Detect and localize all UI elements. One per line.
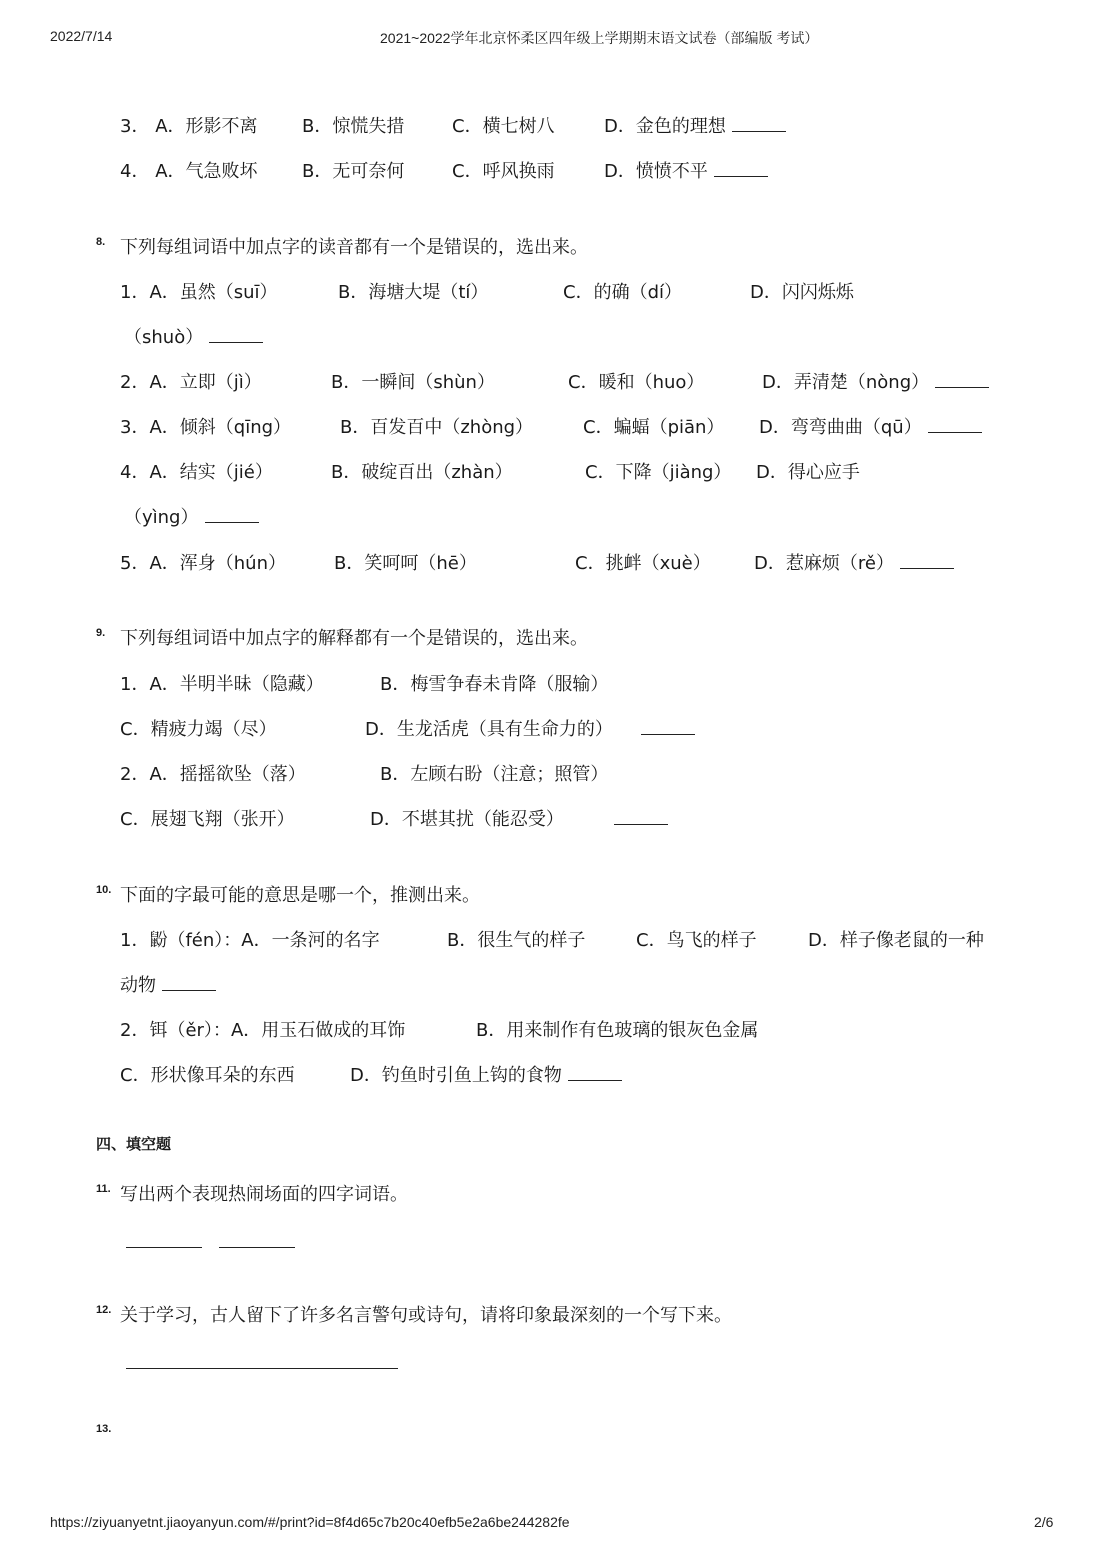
option-d: D．弯弯曲曲（qū） xyxy=(759,416,982,440)
question-stem: 下列每组词语中加点字的读音都有一个是错误的，选出来。 xyxy=(120,237,588,258)
answer-blank[interactable] xyxy=(900,554,954,569)
question-number: 12. xyxy=(96,1304,112,1316)
option-d: D．钓鱼时引鱼上钩的食物 xyxy=(350,1064,622,1088)
option-a: A．结实（jié） xyxy=(149,462,273,483)
q8-item-2: 2．A．立即（jì） xyxy=(120,372,262,393)
option-d-continued: 动物 xyxy=(120,974,216,998)
option-c: C．挑衅（xuè） xyxy=(575,553,711,574)
option-d: D．闪闪烁烁 xyxy=(750,282,854,303)
q7-item-3: 3． A．形影不离 xyxy=(120,116,258,137)
question-number: 8. xyxy=(96,236,106,248)
option-b: B．笑呵呵（hē） xyxy=(334,553,477,574)
option-d: D．不堪其扰（能忍受） xyxy=(370,808,668,832)
answer-blank[interactable] xyxy=(928,418,982,433)
answer-blank[interactable] xyxy=(219,1247,295,1248)
option-b: B．用来制作有色玻璃的银灰色金属 xyxy=(476,1020,759,1041)
option-a: A．虽然（suī） xyxy=(149,282,278,303)
option-b: B．惊慌失措 xyxy=(302,116,405,137)
option-d: D．生龙活虎（具有生命力的） xyxy=(365,718,695,742)
option-c: C．鸟飞的样子 xyxy=(636,930,757,951)
option-c: C．横七树八 xyxy=(452,116,555,137)
answer-blank[interactable] xyxy=(209,328,263,343)
option-c: C．精疲力竭（尽） xyxy=(120,719,277,740)
q7-item-4: 4． A．气急败坏 xyxy=(120,161,258,182)
answer-blank[interactable] xyxy=(641,720,695,735)
page-number: 2/6 xyxy=(1034,1514,1054,1530)
question-stem: 下面的字最可能的意思是哪一个，推测出来。 xyxy=(120,885,480,906)
print-date: 2022/7/14 xyxy=(50,28,113,44)
option-a: A．立即（jì） xyxy=(149,372,262,393)
option-b: B．百发百中（zhòng） xyxy=(340,417,534,438)
option-c: C．暖和（huo） xyxy=(568,372,705,393)
option-d: D．金色的理想 xyxy=(604,115,786,139)
question-number: 11. xyxy=(96,1183,111,1195)
q10-item-2: 2．铒（ěr）：A．用玉石做成的耳饰 xyxy=(120,1020,406,1041)
option-c: C．呼风换雨 xyxy=(452,161,555,182)
option-b: B．很生气的样子 xyxy=(447,930,586,951)
section-heading: 四、填空题 xyxy=(96,1135,172,1153)
question-number: 10. xyxy=(96,884,112,896)
option-a: A．一条河的名字 xyxy=(241,930,380,951)
option-d: D．惹麻烦（rě） xyxy=(754,552,954,576)
option-a: A．气急败坏 xyxy=(155,161,258,182)
option-d: D．样子像老鼠的一种 xyxy=(808,930,984,951)
q9-item-2: 2．A．摇摇欲坠（落） xyxy=(120,764,306,785)
q8-item-3: 3．A．倾斜（qīng） xyxy=(120,417,292,438)
option-b: B．梅雪争春未肯降（服输） xyxy=(380,674,609,695)
answer-blank[interactable] xyxy=(205,508,259,523)
option-d: D．弄清楚（nòng） xyxy=(762,371,989,395)
answer-blank[interactable] xyxy=(126,1247,202,1248)
page-url: https://ziyuanyetnt.jiaoyanyun.com/#/print?id=8f4d65c7b20c40efb5e2a6be244282fe xyxy=(50,1514,570,1530)
q8-item-5: 5．A．浑身（hún） xyxy=(120,553,286,574)
option-a: A．形影不离 xyxy=(155,116,258,137)
option-c: C．下降（jiàng） xyxy=(585,462,732,483)
q9-item-1: 1．A．半明半昧（隐藏） xyxy=(120,674,324,695)
q8-item-4: 4．A．结实（jié） xyxy=(120,462,273,483)
answer-blank[interactable] xyxy=(568,1066,622,1081)
q8-item-1: 1．A．虽然（suī） xyxy=(120,282,278,303)
option-c: C．展翅飞翔（张开） xyxy=(120,809,295,830)
option-a: A．浑身（hún） xyxy=(149,553,286,574)
answer-blank[interactable] xyxy=(714,162,768,177)
option-a: A．倾斜（qīng） xyxy=(149,417,292,438)
option-c: C．形状像耳朵的东西 xyxy=(120,1065,295,1086)
option-b: B．一瞬间（shùn） xyxy=(331,372,495,393)
option-d: D．愤愤不平 xyxy=(604,160,768,184)
q10-item-1: 1．鼢（fén）：A．一条河的名字 xyxy=(120,930,380,951)
question-number: 13. xyxy=(96,1423,112,1435)
option-b: B．无可奈何 xyxy=(302,161,405,182)
answer-blank[interactable] xyxy=(126,1368,398,1369)
answer-blank[interactable] xyxy=(732,117,786,132)
option-b: B．海塘大堤（tí） xyxy=(338,282,489,303)
question-stem: 关于学习，古人留下了许多名言警句或诗句，请将印象最深刻的一个写下来。 xyxy=(120,1305,732,1326)
option-d-continued: （shuò） xyxy=(124,326,263,350)
option-a: A．半明半昧（隐藏） xyxy=(149,674,324,695)
answer-blank[interactable] xyxy=(162,976,216,991)
question-stem: 写出两个表现热闹场面的四字词语。 xyxy=(120,1184,408,1205)
option-b: B．破绽百出（zhàn） xyxy=(331,462,513,483)
answer-blank[interactable] xyxy=(614,810,668,825)
question-stem: 下列每组词语中加点字的解释都有一个是错误的，选出来。 xyxy=(120,628,588,649)
option-c: C．蝙蝠（piān） xyxy=(583,417,725,438)
answer-blank[interactable] xyxy=(935,373,989,388)
option-c: C．的确（dí） xyxy=(563,282,682,303)
option-a: A．用玉石做成的耳饰 xyxy=(230,1020,406,1041)
option-a: A．摇摇欲坠（落） xyxy=(149,764,306,785)
question-number: 9. xyxy=(96,627,106,639)
option-b: B．左顾右盼（注意；照管） xyxy=(380,764,609,785)
document-title: 2021~2022学年北京怀柔区四年级上学期期末语文试卷（部编版 考试） xyxy=(380,30,819,46)
option-d-continued: （yìng） xyxy=(124,506,259,530)
option-d: D．得心应手 xyxy=(756,462,860,483)
